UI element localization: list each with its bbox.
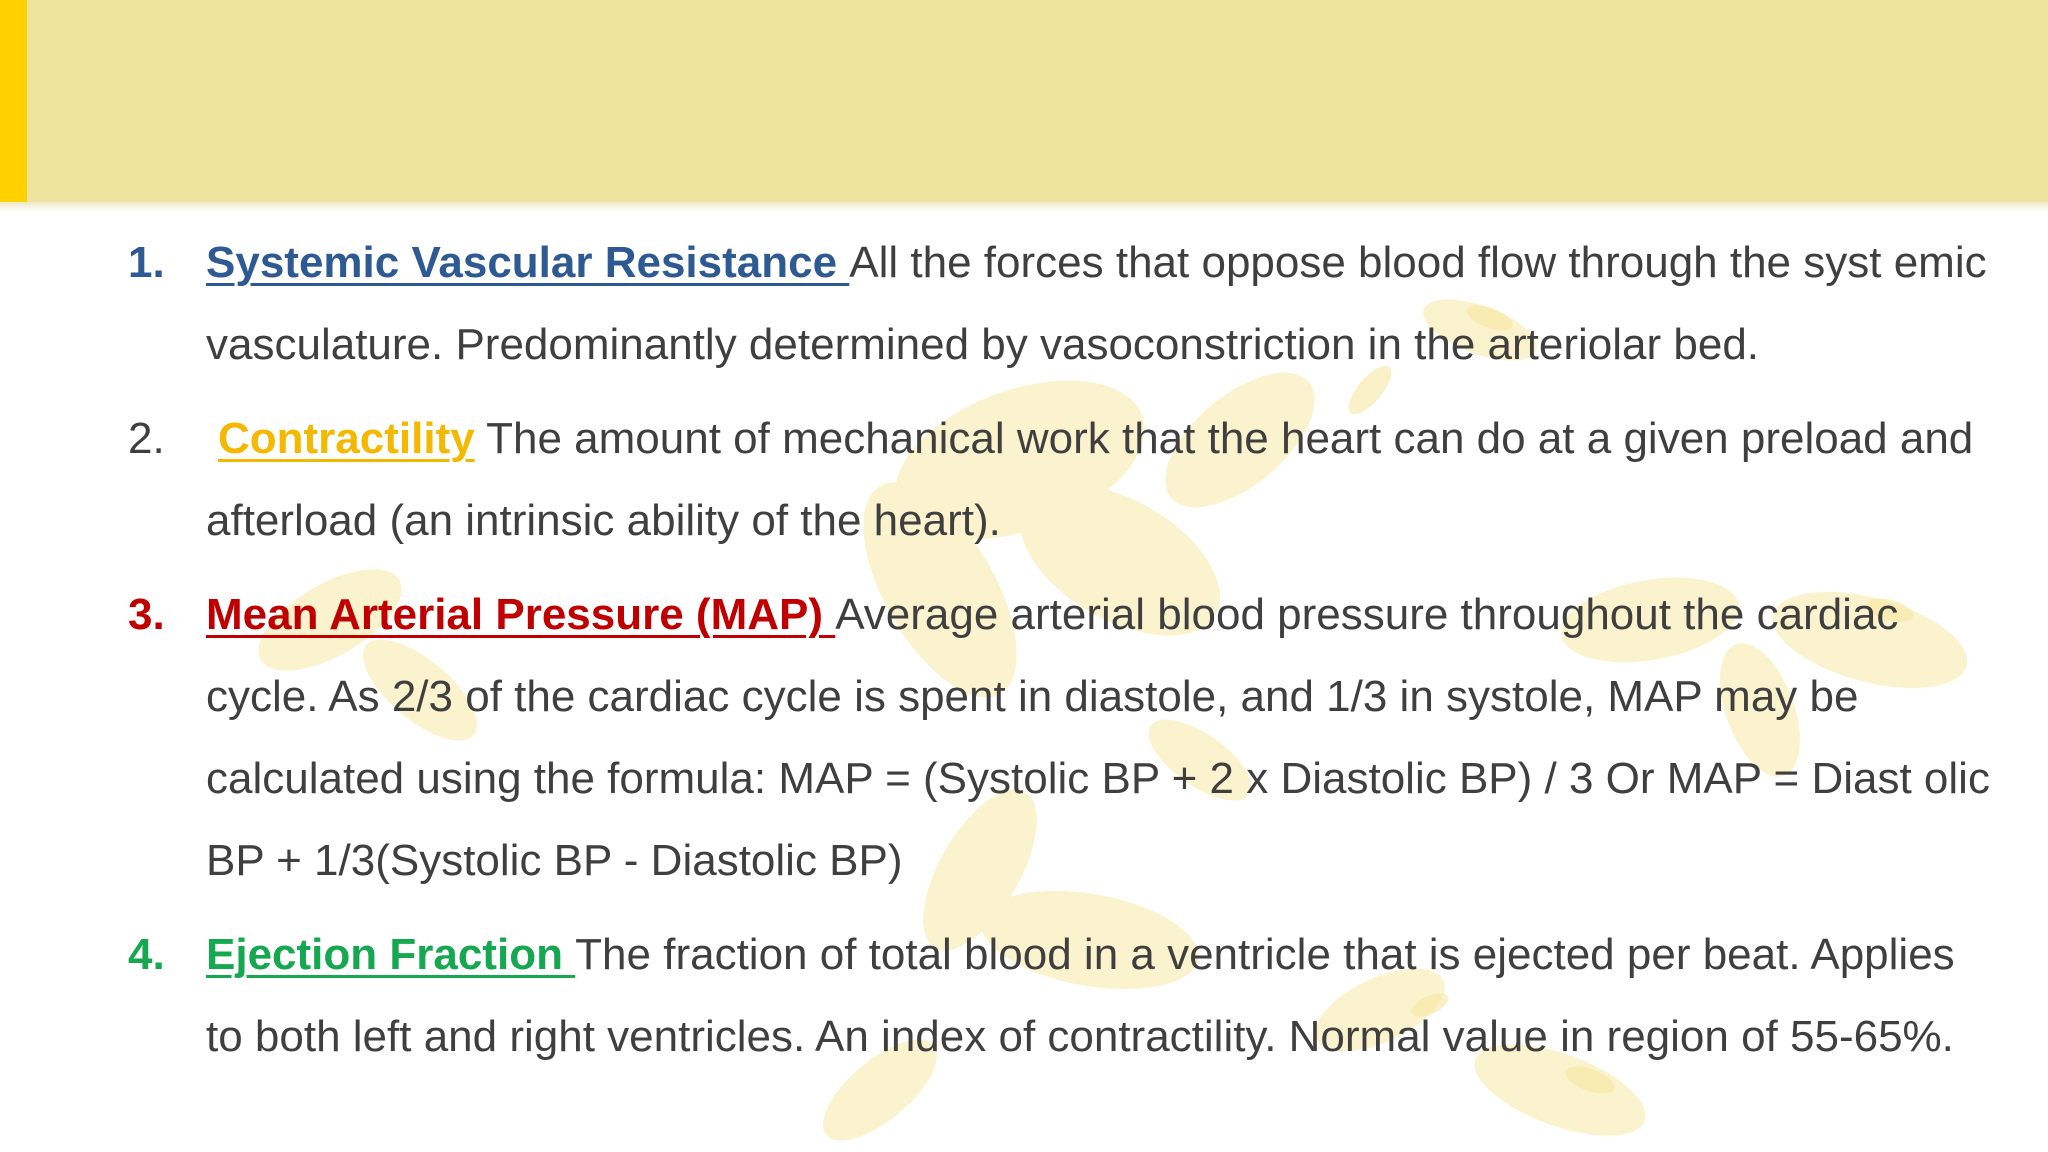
item-term: Ejection Fraction xyxy=(206,930,576,979)
list-item xyxy=(0,222,2048,386)
item-term: Mean Arterial Pressure (MAP) xyxy=(206,590,836,639)
list-item xyxy=(0,914,2048,1078)
item-term: Contractility xyxy=(218,414,475,463)
list-item xyxy=(0,574,2048,902)
definition-list xyxy=(0,222,2048,1090)
list-item xyxy=(0,398,2048,562)
item-number: 3. xyxy=(128,590,165,639)
item-number: 2. xyxy=(128,414,165,463)
item-number: 1. xyxy=(128,238,165,287)
item-definition: The fraction of total blood in a ventricle that is ejected per beat. Applies to both left and right ventricles. An index of contractility. Normal value in region of 55-65%. xyxy=(206,930,1955,1061)
item-definition: Average arterial blood pressure throughout the cardiac cycle. As 2/3 of the cardiac cycle is spent in diastole, and 1/3 in systole, MAP may be calculated using the formula: MAP = (Systolic BP + 2 x Diastolic BP) / 3 Or MAP = Diast olic BP + 1/3(Systolic BP - Diastolic BP) xyxy=(206,590,1990,885)
item-definition: All the forces that oppose blood flow through the syst emic vasculature. Predominantly determined by vasoconstriction in the arteriolar bed. xyxy=(206,238,1987,369)
item-definition: The amount of mechanical work that the heart can do at a given preload and afterload (an intrinsic ability of the heart). xyxy=(206,414,1974,545)
item-number: 4. xyxy=(128,930,165,979)
item-term: Systemic Vascular Resistance xyxy=(206,238,850,287)
